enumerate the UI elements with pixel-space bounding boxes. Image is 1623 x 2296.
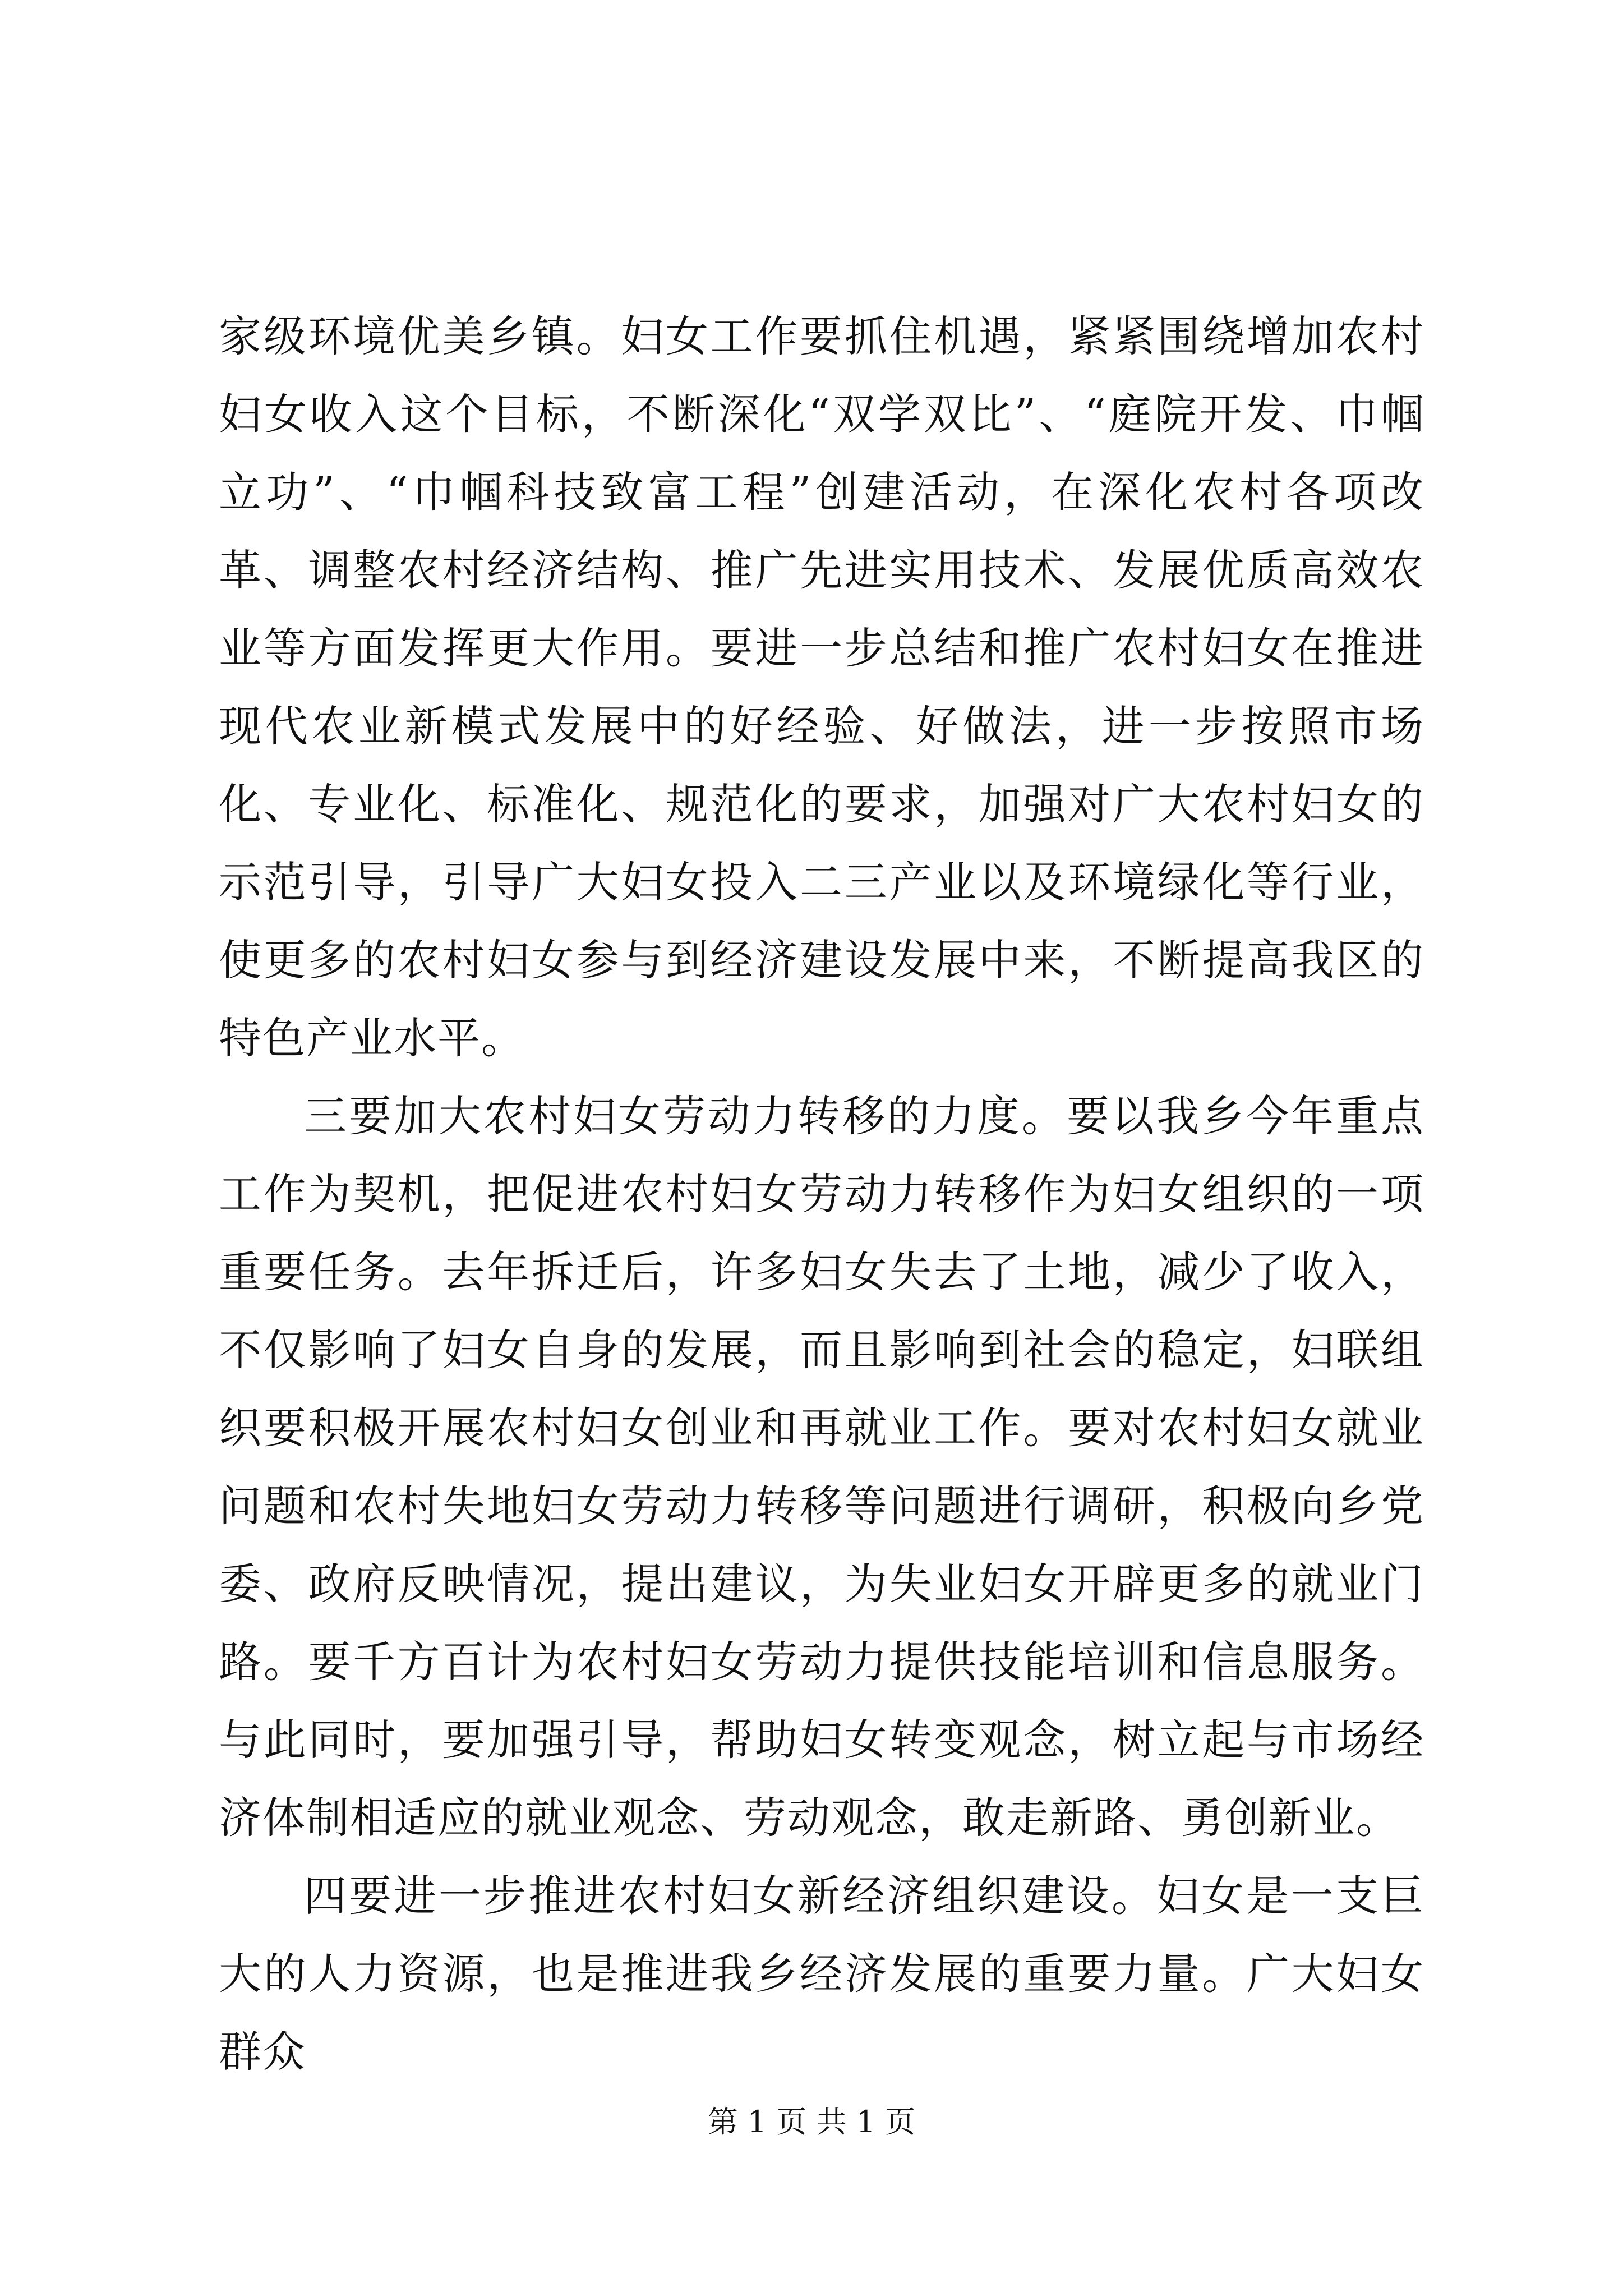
paragraph-1: 家级环境优美乡镇。妇女工作要抓住机遇，紧紧围绕增加农村妇女收入这个目标，不断深化“双学双比”、“庭院开发、巾帼立功”、“巾帼科技致富工程”创建活动，在深化农村各项改革、调整农村经济结构、推广先进实用技术、发展优质高效农业等方面发挥更大作用。要进一步总结和推广农村妇女在推进现代农业新模式发展中的好经验、好做法，进一步按照市场化、专业化、标准化、规范化的要求，加强对广大农村妇女的示范引导，引导广大妇女投入二三产业以及环境绿化等行业，使更多的农村妇女参与到经济建设发展中来，不断提高我区的特色产业水平。 xyxy=(219,311,1424,1063)
paragraph-2: 三要加大农村妇女劳动力转移的力度。要以我乡今年重点工作为契机，把促进农村妇女劳动力转移作为妇女组织的一项重要任务。去年拆迁后，许多妇女失去了土地，减少了收入，不仅影响了妇女自身的发展，而且影响到社会的稳定，妇联组织要积极开展农村妇女创业和再就业工作。要对农村妇女就业问题和农村失地妇女劳动力转移等问题进行调研，积极向乡党委、政府反映情况，提出建议，为失业妇女开辟更多的就业门路。要千方百计为农村妇女劳动力提供技能培训和信息服务。与此同时，要加强引导，帮助妇女转变观念，树立起与市场经济体制相适应的就业观念、劳动观念，敢走新路、勇创新业。 xyxy=(219,1091,1424,1843)
paragraph-3: 四要进一步推进农村妇女新经济组织建设。妇女是一支巨大的人力资源，也是推进我乡经济发展的重要力量。广大妇女群众 xyxy=(219,1871,1424,2077)
page-footer: 第 1 页 共 1 页 xyxy=(707,2104,916,2139)
document-body xyxy=(219,297,1424,2091)
